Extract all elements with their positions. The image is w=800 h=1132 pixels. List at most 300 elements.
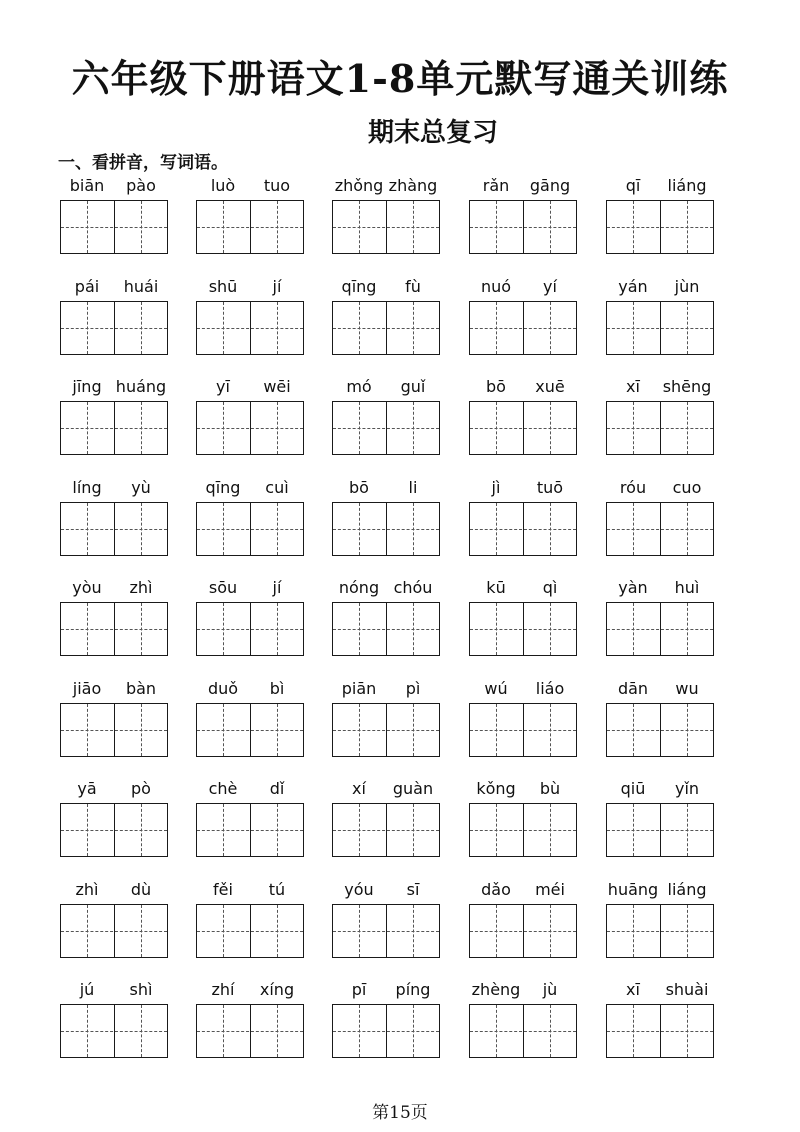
guide-line (223, 704, 224, 756)
pinyin-syllable: fù (405, 277, 421, 296)
guide-line (87, 804, 88, 856)
word-item (332, 980, 450, 1076)
writing-box[interactable] (469, 1004, 577, 1058)
word-item (196, 377, 314, 473)
pinyin-syllable: xuē (535, 377, 565, 396)
guide-line (223, 201, 224, 253)
pinyin-syllable: zhì (129, 578, 153, 597)
guide-line (87, 905, 88, 957)
pinyin-syllable: duǒ (207, 679, 239, 698)
guide-line (141, 503, 142, 555)
word-item (606, 377, 724, 473)
guide-line (607, 629, 713, 630)
guide-line (359, 503, 360, 555)
guide-line (197, 629, 303, 630)
guide-line (333, 428, 439, 429)
word-item (60, 880, 178, 976)
guide-line (550, 1005, 551, 1057)
writing-box[interactable] (606, 401, 714, 455)
word-item (606, 779, 724, 875)
writing-box[interactable] (606, 502, 714, 556)
pinyin-syllable: kū (486, 578, 506, 597)
guide-line (141, 905, 142, 957)
pinyin-syllable: bàn (125, 679, 157, 698)
guide-line (470, 931, 576, 932)
guide-line (61, 730, 167, 731)
guide-line (223, 1005, 224, 1057)
word-item (196, 779, 314, 875)
pinyin-syllable: yǐn (674, 779, 700, 798)
writing-box[interactable] (196, 904, 304, 958)
writing-box[interactable] (60, 703, 168, 757)
writing-box[interactable] (60, 200, 168, 254)
guide-line (687, 402, 688, 454)
pinyin-syllable: tuo (263, 176, 291, 195)
word-item (60, 377, 178, 473)
guide-line (607, 931, 713, 932)
writing-box[interactable] (332, 1004, 440, 1058)
pinyin-syllable: pī (351, 980, 367, 999)
pinyin-syllable: pào (126, 176, 156, 195)
writing-box[interactable] (60, 803, 168, 857)
pinyin-syllable: zhèng (471, 980, 521, 999)
pinyin-syllable: liáng (667, 880, 707, 899)
guide-line (496, 503, 497, 555)
guide-line (197, 1031, 303, 1032)
guide-line (359, 1005, 360, 1057)
guide-line (277, 402, 278, 454)
pinyin-syllable: mó (346, 377, 372, 396)
guide-line (633, 1005, 634, 1057)
pinyin-syllable: wēi (263, 377, 291, 396)
writing-box[interactable] (60, 602, 168, 656)
writing-box[interactable] (60, 502, 168, 556)
pinyin-syllable: jí (272, 578, 282, 597)
guide-line (413, 905, 414, 957)
writing-box[interactable] (469, 200, 577, 254)
word-item (332, 277, 450, 373)
pinyin-syllable: yī (216, 377, 230, 396)
writing-box[interactable] (196, 401, 304, 455)
guide-line (470, 730, 576, 731)
guide-line (413, 503, 414, 555)
pinyin-syllable: piān (341, 679, 377, 698)
pinyin-syllable: qīng (341, 277, 377, 296)
writing-box[interactable] (606, 703, 714, 757)
guide-line (607, 328, 713, 329)
pinyin-syllable: liáng (667, 176, 707, 195)
pinyin-syllable: luò (210, 176, 236, 195)
guide-line (496, 302, 497, 354)
pinyin-syllable: nóng (338, 578, 380, 597)
pinyin-syllable: yù (131, 478, 151, 497)
guide-line (141, 704, 142, 756)
guide-line (633, 503, 634, 555)
guide-line (633, 302, 634, 354)
guide-line (550, 905, 551, 957)
guide-line (687, 603, 688, 655)
guide-line (197, 227, 303, 228)
guide-line (359, 804, 360, 856)
writing-box[interactable] (469, 401, 577, 455)
guide-line (607, 1031, 713, 1032)
guide-line (359, 905, 360, 957)
guide-line (687, 1005, 688, 1057)
pinyin-syllable: wú (484, 679, 508, 698)
word-item (196, 679, 314, 775)
pinyin-syllable: pì (405, 679, 421, 698)
guide-line (470, 529, 576, 530)
guide-line (61, 931, 167, 932)
page-subtitle: 期末总复习 (368, 118, 499, 148)
guide-line (607, 730, 713, 731)
writing-box[interactable] (60, 301, 168, 355)
guide-line (61, 629, 167, 630)
pinyin-syllable: liáo (535, 679, 565, 698)
guide-line (277, 603, 278, 655)
word-item (469, 679, 587, 775)
pinyin-syllable: jì (491, 478, 501, 497)
pinyin-syllable: nuó (480, 277, 512, 296)
writing-box[interactable] (469, 904, 577, 958)
guide-line (333, 1031, 439, 1032)
word-item (469, 980, 587, 1076)
guide-line (470, 830, 576, 831)
pinyin-syllable: xī (626, 980, 640, 999)
pinyin-syllable: zhí (211, 980, 235, 999)
guide-line (359, 704, 360, 756)
pinyin-syllable: dǎo (481, 880, 511, 899)
pinyin-syllable: bō (349, 478, 369, 497)
pinyin-syllable: yán (618, 277, 648, 296)
guide-line (87, 603, 88, 655)
guide-line (413, 402, 414, 454)
guide-line (633, 402, 634, 454)
pinyin-syllable: rǎn (482, 176, 510, 195)
pinyin-syllable: cuo (672, 478, 702, 497)
writing-box[interactable] (196, 502, 304, 556)
writing-box[interactable] (196, 703, 304, 757)
guide-line (633, 201, 634, 253)
guide-line (223, 503, 224, 555)
guide-line (141, 603, 142, 655)
guide-line (470, 428, 576, 429)
pinyin-syllable: tuō (536, 478, 564, 497)
section-heading: 一、看拼音，写词语。 (58, 153, 228, 173)
pinyin-syllable: xí (352, 779, 366, 798)
guide-line (277, 804, 278, 856)
pinyin-syllable: pái (74, 277, 100, 296)
word-item (196, 478, 314, 574)
pinyin-syllable: jí (272, 277, 282, 296)
guide-line (277, 1005, 278, 1057)
guide-line (496, 603, 497, 655)
writing-box[interactable] (60, 904, 168, 958)
pinyin-syllable: bō (486, 377, 506, 396)
pinyin-syllable: jù (542, 980, 558, 999)
writing-box[interactable] (606, 803, 714, 857)
pinyin-syllable: huái (123, 277, 159, 296)
word-item (196, 277, 314, 373)
pinyin-syllable: méi (535, 880, 565, 899)
pinyin-syllable: qīng (205, 478, 241, 497)
word-item (606, 980, 724, 1076)
word-item (60, 779, 178, 875)
pinyin-syllable: jú (79, 980, 95, 999)
guide-line (687, 704, 688, 756)
writing-box[interactable] (60, 1004, 168, 1058)
writing-box[interactable] (606, 200, 714, 254)
guide-line (359, 402, 360, 454)
writing-box[interactable] (196, 803, 304, 857)
pinyin-syllable: guǐ (400, 377, 426, 396)
word-item (332, 478, 450, 574)
pinyin-syllable: kǒng (476, 779, 516, 798)
pinyin-syllable: shēng (662, 377, 712, 396)
guide-line (496, 1005, 497, 1057)
guide-line (687, 503, 688, 555)
word-item (196, 880, 314, 976)
pinyin-syllable: biān (69, 176, 105, 195)
writing-box[interactable] (196, 1004, 304, 1058)
pinyin-syllable: zhì (75, 880, 99, 899)
guide-line (197, 529, 303, 530)
guide-line (141, 1005, 142, 1057)
word-item (60, 478, 178, 574)
guide-line (277, 704, 278, 756)
pinyin-syllable: bù (539, 779, 561, 798)
writing-box[interactable] (332, 904, 440, 958)
page-number: 第15页 (372, 1103, 428, 1123)
page-title: 六年级下册语文1-8单元默写通关训练 (71, 56, 729, 101)
word-item (196, 578, 314, 674)
word-item (60, 176, 178, 272)
pinyin-syllable: shì (129, 980, 153, 999)
guide-line (223, 603, 224, 655)
pinyin-syllable: tú (268, 880, 286, 899)
pinyin-syllable: wu (675, 679, 699, 698)
word-item (469, 880, 587, 976)
guide-line (633, 905, 634, 957)
guide-line (413, 603, 414, 655)
word-item (196, 980, 314, 1076)
pinyin-syllable: róu (619, 478, 647, 497)
word-item (196, 176, 314, 272)
guide-line (197, 730, 303, 731)
pinyin-syllable: yā (77, 779, 97, 798)
word-item (606, 880, 724, 976)
guide-line (61, 328, 167, 329)
guide-line (550, 704, 551, 756)
word-item (332, 578, 450, 674)
writing-box[interactable] (60, 401, 168, 455)
guide-line (141, 804, 142, 856)
guide-line (87, 1005, 88, 1057)
pinyin-syllable: yóu (344, 880, 374, 899)
guide-line (550, 201, 551, 253)
writing-box[interactable] (196, 200, 304, 254)
writing-box[interactable] (332, 301, 440, 355)
guide-line (607, 830, 713, 831)
guide-line (413, 704, 414, 756)
word-item (332, 679, 450, 775)
guide-line (496, 704, 497, 756)
pinyin-syllable: shū (208, 277, 238, 296)
guide-line (333, 830, 439, 831)
guide-line (333, 227, 439, 228)
guide-line (197, 830, 303, 831)
guide-line (87, 503, 88, 555)
guide-line (197, 931, 303, 932)
pinyin-syllable: líng (72, 478, 102, 497)
pinyin-syllable: xíng (259, 980, 295, 999)
word-item (606, 679, 724, 775)
guide-line (413, 302, 414, 354)
pinyin-syllable: fěi (213, 880, 233, 899)
guide-line (470, 227, 576, 228)
pinyin-syllable: jiāo (72, 679, 102, 698)
guide-line (141, 302, 142, 354)
pinyin-syllable: dù (130, 880, 152, 899)
word-item (60, 980, 178, 1076)
guide-line (633, 804, 634, 856)
guide-line (550, 302, 551, 354)
guide-line (470, 1031, 576, 1032)
guide-line (333, 629, 439, 630)
guide-line (277, 201, 278, 253)
word-item (606, 478, 724, 574)
word-item (332, 880, 450, 976)
pinyin-syllable: dān (617, 679, 649, 698)
writing-box[interactable] (469, 602, 577, 656)
pinyin-syllable: xī (626, 377, 640, 396)
guide-line (61, 529, 167, 530)
guide-line (496, 804, 497, 856)
pinyin-syllable: yàn (618, 578, 648, 597)
guide-line (223, 804, 224, 856)
writing-box[interactable] (332, 200, 440, 254)
writing-box[interactable] (469, 703, 577, 757)
pinyin-syllable: qī (625, 176, 641, 195)
writing-box[interactable] (469, 502, 577, 556)
guide-line (333, 931, 439, 932)
guide-line (550, 503, 551, 555)
guide-line (333, 529, 439, 530)
writing-box[interactable] (606, 1004, 714, 1058)
word-item (469, 478, 587, 574)
writing-box[interactable] (606, 301, 714, 355)
guide-line (633, 603, 634, 655)
guide-line (223, 302, 224, 354)
guide-line (550, 603, 551, 655)
pinyin-syllable: pò (131, 779, 151, 798)
word-item (606, 277, 724, 373)
pinyin-syllable: li (408, 478, 418, 497)
pinyin-syllable: huì (674, 578, 700, 597)
writing-box[interactable] (196, 301, 304, 355)
pinyin-syllable: dǐ (269, 779, 285, 798)
guide-line (607, 529, 713, 530)
guide-line (277, 503, 278, 555)
word-item (469, 277, 587, 373)
writing-box[interactable] (332, 401, 440, 455)
guide-line (223, 402, 224, 454)
guide-line (333, 730, 439, 731)
guide-line (197, 428, 303, 429)
word-item (469, 377, 587, 473)
pinyin-syllable: sōu (208, 578, 238, 597)
pinyin-syllable: jùn (674, 277, 700, 296)
pinyin-syllable: cuì (265, 478, 289, 497)
writing-box[interactable] (469, 803, 577, 857)
guide-line (687, 302, 688, 354)
word-item (332, 779, 450, 875)
guide-line (359, 603, 360, 655)
guide-line (87, 201, 88, 253)
guide-line (687, 201, 688, 253)
guide-line (61, 1031, 167, 1032)
writing-box[interactable] (332, 502, 440, 556)
guide-line (607, 428, 713, 429)
writing-box[interactable] (332, 803, 440, 857)
pinyin-syllable: zhàng (388, 176, 438, 195)
guide-line (413, 1005, 414, 1057)
guide-line (687, 905, 688, 957)
writing-box[interactable] (606, 602, 714, 656)
pinyin-syllable: sī (406, 880, 420, 899)
guide-line (687, 804, 688, 856)
guide-line (277, 302, 278, 354)
guide-line (223, 905, 224, 957)
word-item (332, 377, 450, 473)
writing-box[interactable] (196, 602, 304, 656)
word-item (60, 679, 178, 775)
pinyin-syllable: huáng (115, 377, 167, 396)
word-item (606, 176, 724, 272)
guide-line (141, 201, 142, 253)
guide-line (470, 629, 576, 630)
writing-box[interactable] (332, 602, 440, 656)
pinyin-syllable: jīng (72, 377, 102, 396)
pinyin-syllable: zhǒng (334, 176, 384, 195)
word-item (469, 578, 587, 674)
guide-line (496, 905, 497, 957)
guide-line (550, 804, 551, 856)
writing-box[interactable] (332, 703, 440, 757)
guide-line (141, 402, 142, 454)
guide-line (197, 328, 303, 329)
guide-line (359, 302, 360, 354)
guide-line (496, 201, 497, 253)
guide-line (607, 227, 713, 228)
guide-line (470, 328, 576, 329)
word-item (469, 176, 587, 272)
guide-line (87, 302, 88, 354)
pinyin-syllable: qì (542, 578, 558, 597)
guide-line (496, 402, 497, 454)
pinyin-syllable: huāng (607, 880, 659, 899)
guide-line (550, 402, 551, 454)
pinyin-syllable: gāng (529, 176, 571, 195)
pinyin-syllable: yí (543, 277, 557, 296)
guide-line (61, 227, 167, 228)
word-item (60, 277, 178, 373)
guide-line (61, 428, 167, 429)
writing-box[interactable] (469, 301, 577, 355)
writing-box[interactable] (606, 904, 714, 958)
pinyin-syllable: qiū (620, 779, 646, 798)
guide-line (277, 905, 278, 957)
